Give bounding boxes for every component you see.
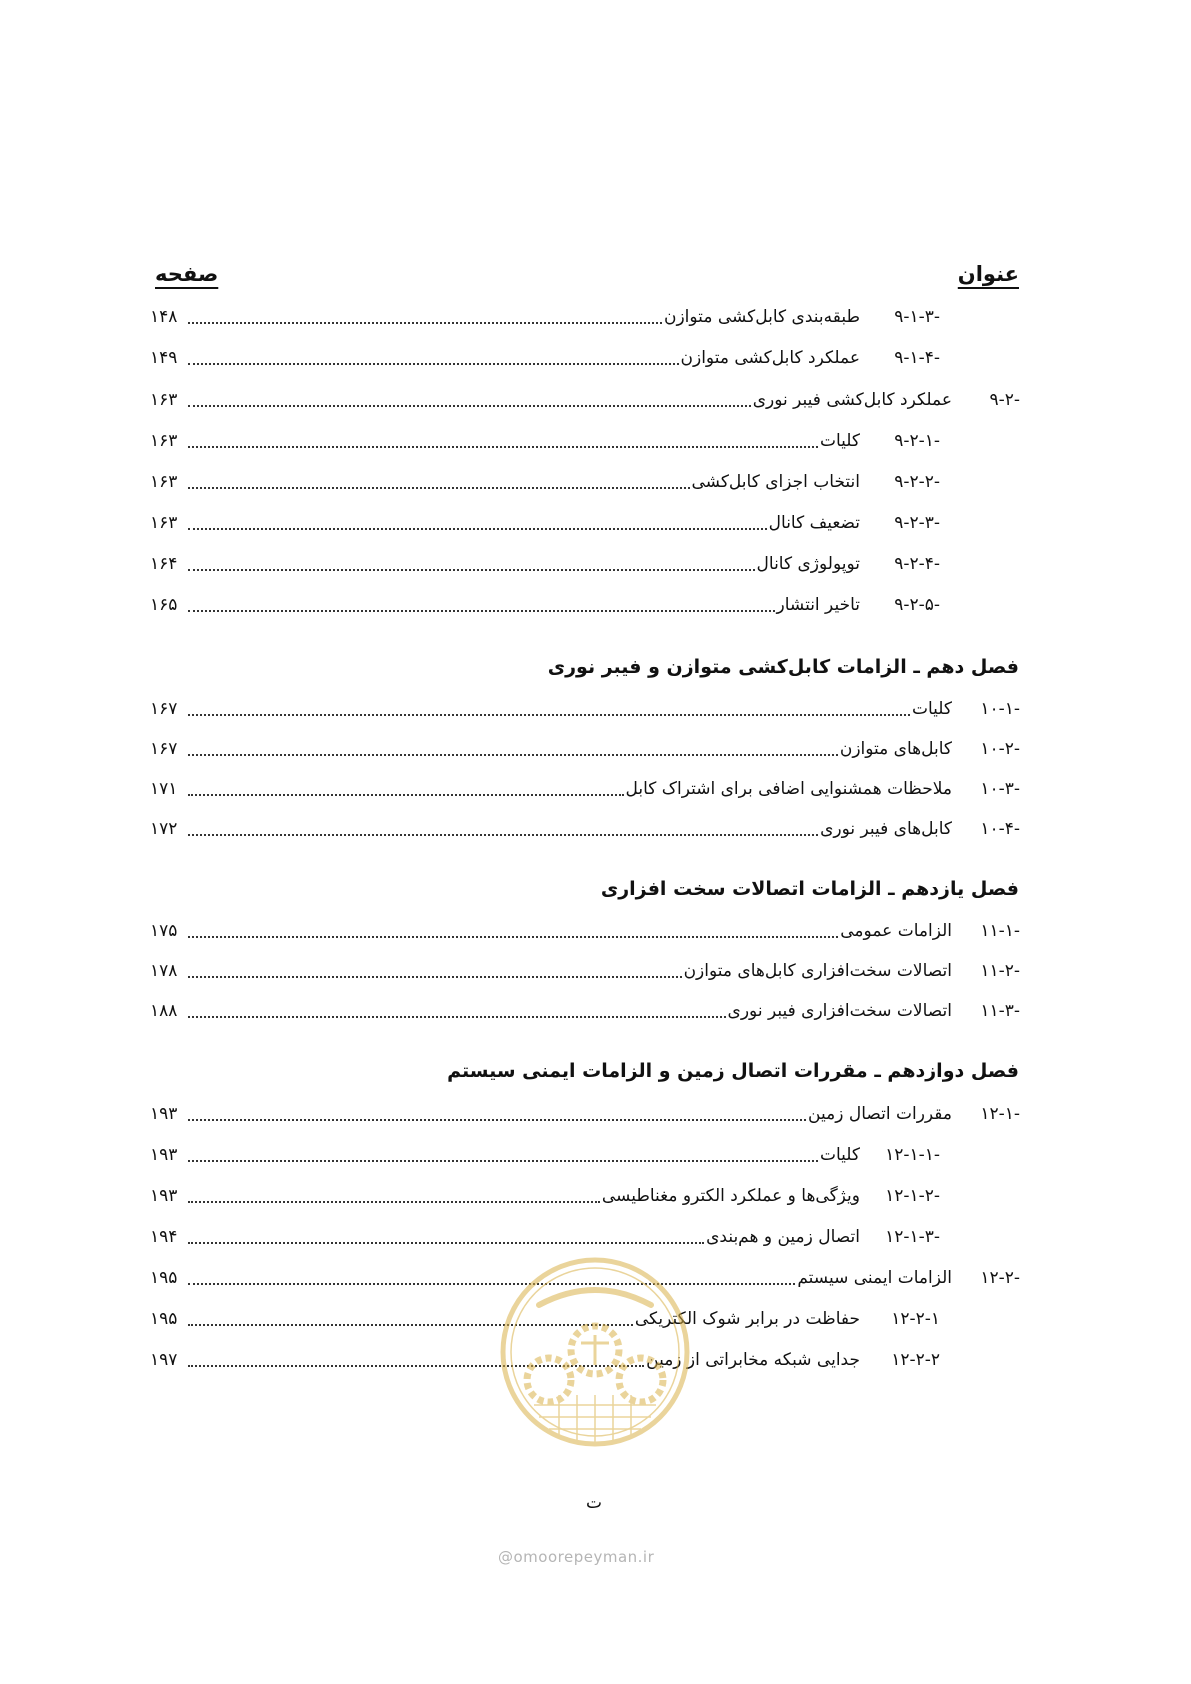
- page-number-letter: ت: [586, 1493, 603, 1513]
- entry-title: ویژگی‌ها و عملکرد الکترو مغناطیسی: [601, 1186, 860, 1206]
- dot-leader: [188, 446, 818, 448]
- entry-number: ۹-۱-۴-: [894, 348, 940, 368]
- entry-page: ۱۷۸: [150, 961, 178, 981]
- entry-number: ۱۰-۴-: [980, 819, 1020, 839]
- toc-entry[interactable]: [150, 468, 940, 496]
- dot-leader: [188, 1119, 806, 1121]
- entry-title: کابل‌های فیبر نوری: [820, 819, 952, 839]
- dot-leader: [188, 610, 775, 612]
- toc-entry[interactable]: [150, 815, 1020, 843]
- entry-title: انتخاب اجزای کابل‌کشی: [691, 472, 860, 492]
- entry-number: ۱۱-۲-: [980, 961, 1020, 981]
- entry-page: ۱۷۵: [150, 921, 178, 941]
- dot-leader: [188, 794, 624, 796]
- entry-page: ۱۷۱: [150, 779, 178, 799]
- entry-page: ۱۷۲: [150, 819, 178, 839]
- entry-number: ۱۲-۲-۱: [891, 1309, 940, 1329]
- entry-title: توپولوژی کانال: [756, 554, 860, 574]
- entry-number: ۱۲-۲-۲: [891, 1350, 940, 1370]
- entry-number: ۱۲-۱-۱-: [885, 1145, 940, 1165]
- entry-title: طبقه‌بندی کابل‌کشی متوازن: [663, 307, 860, 327]
- entry-title: عملکرد کابل‌کشی متوازن: [680, 348, 860, 368]
- entry-page: ۱۹۵: [150, 1309, 178, 1329]
- chapter-11-heading[interactable]: فصل یازدهم ـ الزامات اتصالات سخت افزاری: [600, 878, 1019, 900]
- entry-page: ۱۹۳: [150, 1104, 178, 1124]
- column-header-title: عنوان: [957, 262, 1019, 286]
- dot-leader: [188, 754, 838, 756]
- toc-entry[interactable]: [150, 1100, 1020, 1128]
- entry-number: ۱۲-۲-: [980, 1268, 1020, 1288]
- dot-leader: [188, 405, 751, 407]
- toc-entry[interactable]: [150, 509, 940, 537]
- entry-page: ۱۶۳: [150, 513, 178, 533]
- entry-title: عملکرد کابل‌کشی فیبر نوری: [752, 390, 952, 410]
- column-header-page: صفحه: [155, 262, 219, 286]
- dot-leader: [188, 363, 679, 365]
- entry-number: ۱۲-۱-۳-: [885, 1227, 940, 1247]
- entry-title: الزامات ایمنی سیستم: [797, 1268, 952, 1288]
- dot-leader: [188, 1283, 795, 1285]
- entry-title: حفاظت در برابر شوک الکتریکی: [634, 1309, 860, 1329]
- entry-title: تاخیر انتشار: [776, 595, 860, 615]
- entry-title: کلیات: [819, 431, 860, 451]
- dot-leader: [188, 936, 838, 938]
- dot-leader: [188, 322, 662, 324]
- dot-leader: [188, 1201, 600, 1203]
- toc-entry[interactable]: [150, 550, 940, 578]
- entry-number: ۹-۲-۱-: [894, 431, 940, 451]
- entry-page: ۱۶۳: [150, 431, 178, 451]
- entry-number: ۱۰-۱-: [980, 699, 1020, 719]
- entry-page: ۱۶۳: [150, 472, 178, 492]
- entry-number: ۱۱-۳-: [980, 1001, 1020, 1021]
- entry-title: مقررات اتصال زمین: [808, 1104, 952, 1124]
- toc-entry[interactable]: [150, 344, 940, 372]
- chapter-10-heading[interactable]: فصل دهم ـ الزامات کابل‌کشی متوازن و فیبر نوری: [547, 656, 1019, 678]
- entry-title: اتصالات سخت‌افزاری فیبر نوری: [727, 1001, 952, 1021]
- watermark-url: @omoorepeyman.ir: [498, 1548, 655, 1566]
- entry-page: ۱۹۵: [150, 1268, 178, 1288]
- entry-number: ۱۲-۱-۲-: [885, 1186, 940, 1206]
- toc-entry[interactable]: [150, 303, 940, 331]
- toc-entry[interactable]: [150, 997, 1020, 1025]
- entry-page: ۱۴۹: [150, 348, 178, 368]
- entry-page: ۱۴۸: [150, 307, 178, 327]
- toc-entry[interactable]: [150, 1141, 940, 1169]
- toc-entry[interactable]: [150, 775, 1020, 803]
- entry-number: ۹-۲-۲-: [894, 472, 940, 492]
- entry-number: ۹-۱-۳-: [894, 307, 940, 327]
- scales-of-justice-seal-icon: [499, 1255, 691, 1450]
- toc-entry[interactable]: [150, 917, 1020, 945]
- dot-leader: [188, 1160, 818, 1162]
- entry-page: ۱۹۳: [150, 1145, 178, 1165]
- dot-leader: [188, 834, 818, 836]
- entry-number: ۹-۲-۳-: [894, 513, 940, 533]
- entry-title: ملاحظات همشنوایی اضافی برای اشتراک کابل: [625, 779, 952, 799]
- entry-number: ۱۰-۳-: [980, 779, 1020, 799]
- entry-title: کلیات: [819, 1145, 860, 1165]
- entry-page: ۱۶۷: [150, 739, 178, 759]
- entry-title: اتصالات سخت‌افزاری کابل‌های متوازن: [683, 961, 952, 981]
- toc-entry[interactable]: [150, 957, 1020, 985]
- entry-number: ۱۲-۱-: [980, 1104, 1020, 1124]
- entry-title: جدایی شبکه مخابراتی از زمین: [646, 1350, 860, 1370]
- entry-page: ۱۹۴: [150, 1227, 178, 1247]
- entry-title: تضعیف کانال: [768, 513, 860, 533]
- entry-number: ۹-۲-: [989, 390, 1020, 410]
- entry-number: ۹-۲-۴-: [894, 554, 940, 574]
- dot-leader: [188, 528, 767, 530]
- entry-number: ۹-۲-۵-: [894, 595, 940, 615]
- dot-leader: [188, 1242, 704, 1244]
- entry-page: ۱۶۷: [150, 699, 178, 719]
- entry-title: الزامات عمومی: [840, 921, 952, 941]
- entry-page: ۱۶۳: [150, 390, 178, 410]
- entry-title: کابل‌های متوازن: [839, 739, 952, 759]
- entry-number: ۱۱-۱-: [980, 921, 1020, 941]
- toc-entry[interactable]: [150, 1223, 940, 1251]
- entry-page: ۱۶۴: [150, 554, 178, 574]
- entry-page: ۱۹۳: [150, 1186, 178, 1206]
- dot-leader: [188, 1016, 726, 1018]
- toc-entry[interactable]: [150, 591, 940, 619]
- entry-number: ۱۰-۲-: [980, 739, 1020, 759]
- chapter-12-heading[interactable]: فصل دوازدهم ـ مقررات اتصال زمین و الزامات ایمنی سیستم: [447, 1060, 1019, 1082]
- toc-entry[interactable]: [150, 735, 1020, 763]
- entry-title: اتصال زمین و هم‌بندی: [706, 1227, 860, 1247]
- toc-entry[interactable]: [150, 427, 940, 455]
- dot-leader: [188, 487, 690, 489]
- toc-entry[interactable]: [150, 386, 1020, 414]
- entry-page: ۱۹۷: [150, 1350, 178, 1370]
- entry-title: کلیات: [911, 699, 952, 719]
- dot-leader: [188, 569, 755, 571]
- entry-page: ۱۶۵: [150, 595, 178, 615]
- toc-entry[interactable]: [150, 1182, 940, 1210]
- toc-entry[interactable]: [150, 695, 1020, 723]
- dot-leader: [188, 976, 682, 978]
- dot-leader: [188, 714, 910, 716]
- entry-page: ۱۸۸: [150, 1001, 178, 1021]
